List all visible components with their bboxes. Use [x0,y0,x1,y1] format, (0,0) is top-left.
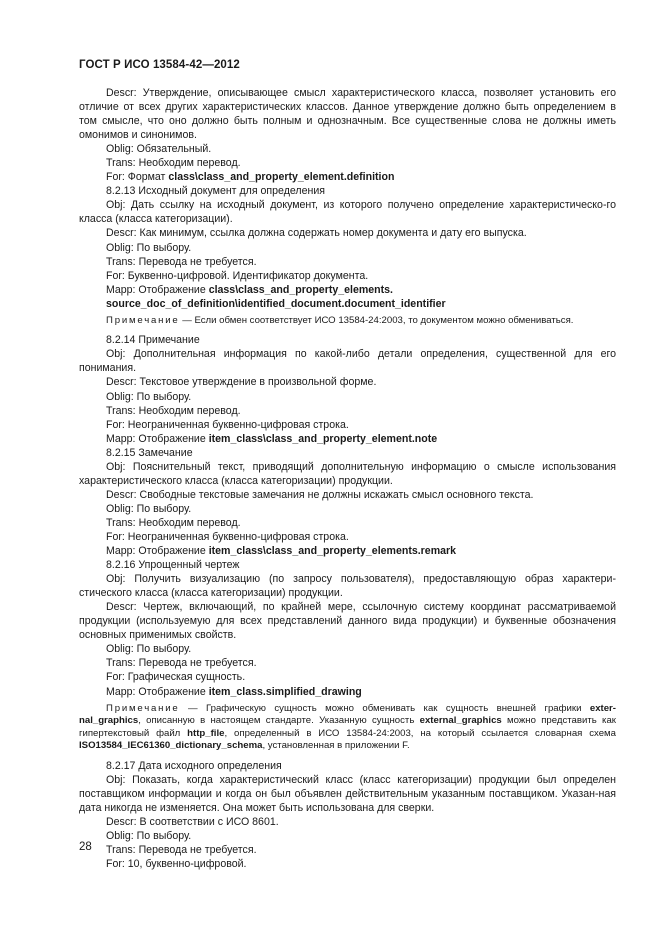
bold-identifier: external_graphics [419,715,502,727]
text-run: Oblig: По выбору. [106,390,192,403]
body-paragraph [79,488,616,502]
body-paragraph [79,297,616,311]
text-run: Descr: В соответствии с ИСО 8601. [106,816,279,829]
body-paragraph [79,600,616,642]
text-run: For: Графическая сущность. [106,671,246,684]
bold-identifier: item_class.simplified_drawing [208,685,362,698]
text-run: For: Неограниченная буквенно-цифровая строка. [106,418,349,431]
text-run: Oblig: Обязательный. [106,143,212,156]
note-label: Примечание [106,702,180,714]
bold-identifier: class\class_and_property_elements. [208,283,394,296]
text-run: Oblig: По выбору. [106,241,192,254]
body-paragraph [79,815,616,829]
note-paragraph [79,703,616,753]
bold-identifier: ISO13584_IEC61360_dictionary_schema [79,740,263,752]
body-paragraph [79,530,616,544]
text-run: Trans: Перевода не требуется. [106,657,257,670]
note-label: Примечание [106,314,180,326]
text-run: For: Неограниченная буквенно-цифровая строка. [106,531,349,543]
text-run: , описанную в настоящем стандарте. Указанную сущность [138,715,420,727]
body-paragraph [79,432,616,446]
bold-identifier: source_doc_of_definition\identified_document.document_identifier [106,297,446,310]
text-run: , определенный в ИСО 13584-24:2003, на который ссылается словарная схема [224,727,616,739]
text-run: Trans: Перевода не требуется. [106,844,257,857]
body-paragraph [79,184,616,198]
body-paragraph [79,656,616,670]
note-paragraph [79,315,616,328]
document-body [79,86,616,871]
text-run: 8.2.16 Упрощенный чертеж [106,559,240,572]
text-run: Mapp: Отображение [106,685,209,698]
text-run: 8.2.15 Замечание [106,446,193,459]
text-run: , установленная в приложении F. [262,740,410,752]
body-paragraph [79,670,616,684]
body-paragraph [79,375,616,389]
body-paragraph [79,156,616,170]
bold-identifier: item_class\class_and_property_elements.remark [208,545,457,558]
text-run: Trans: Перевода не требуется. [106,255,257,268]
body-paragraph [79,558,616,572]
body-paragraph [79,418,616,432]
text-run: можно представить как гипертекстовый файл [79,715,616,739]
text-run: For: Буквенно-цифровой. Идентификатор документа. [106,269,369,282]
body-paragraph [79,86,616,142]
text-run: Obj: Пояснительный текст, приводящий дополнительную информацию о смысле использования характеристического класса (класса категоризации) продукции. [79,460,616,487]
bold-identifier: item_class\class_and_property_element.note [208,432,438,445]
text-run: Oblig: По выбору. [106,643,192,656]
text-run: Obj: Дать ссылку на исходный документ, из которого получено определение характеристическо-го класса (класса категоризации). [79,199,616,226]
text-run: Mapp: Отображение [106,283,209,296]
body-paragraph [79,283,616,297]
body-paragraph [79,685,616,699]
bold-identifier: http_file [187,727,225,739]
text-run: For: Формат [106,171,169,184]
body-paragraph [79,390,616,404]
body-paragraph [79,347,616,375]
text-run: Trans: Необходим перевод. [106,404,241,417]
text-run: — Графическую сущность можно обменивать как сущность внешней графики [179,702,590,714]
body-paragraph [79,142,616,156]
text-run: 8.2.13 Исходный документ для определения [106,185,325,198]
body-paragraph [79,544,616,558]
text-run: Mapp: Отображение [106,432,209,445]
text-run: Descr: Как минимум, ссылка должна содержать номер документа и дату его выпуска. [106,227,527,240]
body-paragraph [79,759,616,773]
text-run: Trans: Необходим перевод. [106,157,241,170]
body-paragraph [79,460,616,488]
bold-identifier: exter-nal_graphics [79,702,616,727]
text-run: Oblig: По выбору. [106,502,192,515]
text-run: Descr: Чертеж, включающий, по крайней мере, ссылочную систему координат рассматриваемой продукции (используемую для всех представлений данного вида продукции) и буквенные обозначения основных применимых свойств. [79,601,616,642]
text-run: Descr: Утверждение, описывающее смысл характеристического класса, позволяет установить его отличие от всех других характеристических классов. Данное утверждение должно быть определением в том смысле, что оно должно быть полным и однозначным. Все существенные слова не должны иметь омонимов и синонимов. [79,87,616,142]
body-paragraph [79,502,616,516]
body-paragraph [79,198,616,226]
body-paragraph [79,255,616,269]
text-run: Obj: Показать, когда характеристический класс (класс категоризации) продукции был определен поставщиком информации и когда он был объявлен действительным указанным поставщиком. Указан-ная дата никогда не изменяется. Она может быть использована для сверки. [79,773,616,815]
body-paragraph [79,773,616,815]
text-run: Obj: Дополнительная информация по какой-либо детали определения, существенной для его понимания. [79,348,616,375]
text-run: Descr: Свободные текстовые замечания не должны искажать смысл основного текста. [106,488,534,501]
body-paragraph [79,404,616,418]
body-paragraph [79,170,616,184]
text-run: Mapp: Отображение [106,545,209,558]
text-run: Trans: Необходим перевод. [106,516,241,529]
text-run: For: 10, буквенно-цифровой. [106,858,247,871]
body-paragraph [79,226,616,240]
body-paragraph [79,269,616,283]
body-paragraph [79,446,616,460]
body-paragraph [79,843,616,857]
body-paragraph [79,829,616,843]
text-run: Descr: Текстовое утверждение в произвольной форме. [106,376,377,389]
bold-identifier: class\class_and_property_element.definition [168,171,395,184]
body-paragraph [79,516,616,530]
text-run: 8.2.14 Примечание [106,334,200,347]
body-paragraph [79,642,616,656]
page-number: 28 [79,841,92,853]
text-run: Obj: Получить визуализацию (по запросу пользователя), предоставляющую образ характери-стического класса (класса категоризации) продукции. [79,573,616,600]
text-run: 8.2.17 Дата исходного определения [106,759,282,772]
document-header: ГОСТ Р ИСО 13584-42—2012 [79,59,240,71]
body-paragraph [79,333,616,347]
text-run: Oblig: По выбору. [106,830,192,843]
body-paragraph [79,241,616,255]
text-run: — Если обмен соответствует ИСО 13584-24:2003, то документом можно обмениваться. [179,314,574,326]
body-paragraph [79,572,616,600]
body-paragraph [79,857,616,871]
